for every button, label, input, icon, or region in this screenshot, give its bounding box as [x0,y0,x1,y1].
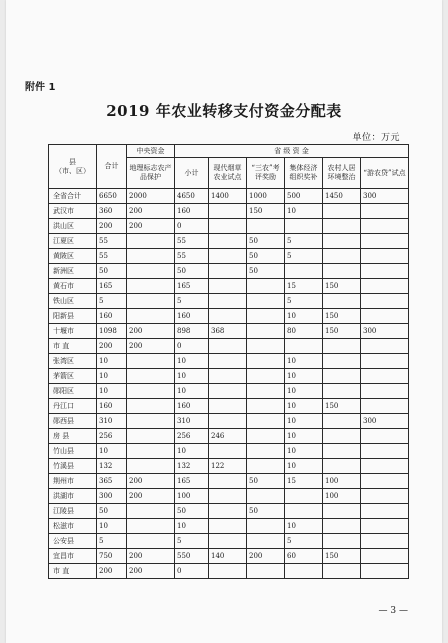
table-cell: 300 [361,189,409,204]
table-cell [209,519,247,534]
row-region-name: 新洲区 [49,264,97,279]
table-cell [209,294,247,309]
table-body [49,189,409,579]
row-region-name: 房 县 [49,429,97,444]
table-cell: 5 [285,249,323,264]
table-cell: 5 [97,294,127,309]
table-cell [127,294,175,309]
table-cell: 50 [247,264,285,279]
table-cell [127,459,175,474]
table-cell: 5 [285,534,323,549]
table-cell: 10 [97,369,127,384]
table-cell: 132 [97,459,127,474]
table-cell [361,459,409,474]
table-cell [127,369,175,384]
table-row [49,564,409,579]
table-cell: 200 [127,489,175,504]
table-cell: 55 [175,249,209,264]
table-cell [247,429,285,444]
table-cell: 150 [323,399,361,414]
table-cell: 160 [175,399,209,414]
table-row [49,339,409,354]
row-region-name: 武汉市 [49,204,97,219]
table-cell: 200 [127,549,175,564]
table-cell [323,504,361,519]
table-row [49,444,409,459]
table-row [49,384,409,399]
table-cell [127,444,175,459]
table-cell: 6650 [97,189,127,204]
table-cell [127,504,175,519]
table-cell: 200 [247,549,285,564]
header-three-rural: “三农”考评奖励 [247,158,285,189]
page-number: — 3 — [378,606,408,616]
table-cell [209,309,247,324]
table-cell [127,534,175,549]
table-cell: 100 [323,474,361,489]
table-cell: 5 [175,534,209,549]
table-cell [361,444,409,459]
row-region-name: 竹溪县 [49,459,97,474]
table-cell [323,234,361,249]
table-cell: 10 [97,444,127,459]
table-cell: 10 [285,519,323,534]
row-region-name: 市 直 [49,564,97,579]
table-cell [361,384,409,399]
table-cell: 10 [175,354,209,369]
table-cell [247,519,285,534]
table-cell: 550 [175,549,209,564]
table-cell [361,429,409,444]
table-cell [209,399,247,414]
table-cell [209,219,247,234]
table-cell: 160 [175,204,209,219]
table-cell: 60 [285,549,323,564]
table-cell: 200 [127,474,175,489]
table-cell [247,459,285,474]
table-cell [361,219,409,234]
table-cell [323,519,361,534]
table-cell [361,519,409,534]
table-cell [323,414,361,429]
table-cell [285,504,323,519]
table-row [49,519,409,534]
row-region-name: 洪湖市 [49,489,97,504]
table-cell [361,354,409,369]
table-cell [323,429,361,444]
header-loan-pilot: “游农贷”试点 [361,158,409,189]
row-region-name: 市 直 [49,339,97,354]
table-cell: 1450 [323,189,361,204]
table-cell: 256 [175,429,209,444]
table-cell [323,534,361,549]
table-cell [127,414,175,429]
table-cell: 310 [175,414,209,429]
table-cell: 132 [175,459,209,474]
table-cell: 200 [127,564,175,579]
table-cell [209,474,247,489]
table-cell: 160 [97,309,127,324]
table-cell [285,489,323,504]
table-cell: 1000 [247,189,285,204]
table-cell: 5 [97,534,127,549]
table-cell [323,564,361,579]
table-cell [323,294,361,309]
table-cell [247,489,285,504]
table-cell [209,264,247,279]
table-row [49,324,409,339]
row-region-name: 洪山区 [49,219,97,234]
table-cell: 10 [285,369,323,384]
table-cell [361,369,409,384]
table-cell [247,294,285,309]
row-region-name: 茅箭区 [49,369,97,384]
table-cell: 50 [175,504,209,519]
header-rural-environment: 农村人居环境整治 [323,158,361,189]
table-cell: 1098 [97,324,127,339]
table-cell: 150 [323,549,361,564]
table-cell [323,249,361,264]
table-cell [361,264,409,279]
row-region-name: 十堰市 [49,324,97,339]
table-cell [247,444,285,459]
table-row [49,459,409,474]
table-cell: 10 [285,414,323,429]
table-cell [209,504,247,519]
attachment-label: 附件 1 [25,82,56,93]
table-cell [127,279,175,294]
table-cell [127,309,175,324]
table-cell: 165 [175,474,209,489]
table-cell [209,354,247,369]
table-cell: 368 [209,324,247,339]
table-cell: 200 [97,219,127,234]
table-cell: 5 [285,294,323,309]
table-cell [361,399,409,414]
table-cell [247,399,285,414]
header-collective-economy: 集体经济组织奖补 [285,158,323,189]
table-cell [361,234,409,249]
table-cell [247,384,285,399]
table-cell: 200 [127,339,175,354]
table-cell: 10 [175,519,209,534]
table-cell: 10 [285,429,323,444]
table-cell: 50 [97,504,127,519]
table-cell: 246 [209,429,247,444]
table-cell: 55 [175,234,209,249]
table-cell: 365 [97,474,127,489]
table-cell: 10 [285,399,323,414]
table-cell: 10 [285,444,323,459]
table-cell [361,564,409,579]
table-cell: 80 [285,324,323,339]
table-cell: 10 [285,384,323,399]
table-cell: 100 [175,489,209,504]
table-cell [209,279,247,294]
table-row [49,309,409,324]
table-cell [209,369,247,384]
table-cell [247,369,285,384]
table-cell [361,309,409,324]
table-cell [209,534,247,549]
table-cell [247,339,285,354]
table-cell: 165 [97,279,127,294]
table-cell: 200 [127,204,175,219]
table-cell [209,339,247,354]
table-cell: 150 [323,279,361,294]
table-row [49,294,409,309]
table-row [49,474,409,489]
row-region-name: 江陵县 [49,504,97,519]
table-cell: 50 [247,504,285,519]
table-cell [323,339,361,354]
header-tobacco: 现代烟草农业试点 [209,158,247,189]
table-cell [247,309,285,324]
table-row [49,219,409,234]
table-cell [285,339,323,354]
table-cell [323,264,361,279]
table-cell: 10 [285,309,323,324]
table-cell [247,219,285,234]
table-cell: 160 [175,309,209,324]
table-cell [209,384,247,399]
table-cell: 256 [97,429,127,444]
table-cell: 150 [323,324,361,339]
table-row [49,429,409,444]
table-row [49,204,409,219]
header-geo-indication: 地理标志农产品保护 [127,158,175,189]
table-cell: 200 [127,219,175,234]
table-cell: 150 [323,309,361,324]
table-cell [209,414,247,429]
table-cell [323,384,361,399]
table-cell [247,324,285,339]
table-cell: 2000 [127,189,175,204]
row-region-name: 江夏区 [49,234,97,249]
table-row [49,354,409,369]
table-cell [361,474,409,489]
row-region-name: 松滋市 [49,519,97,534]
table-cell [247,564,285,579]
table-cell: 15 [285,474,323,489]
table-cell: 300 [97,489,127,504]
table-cell [285,219,323,234]
table-cell [127,249,175,264]
table-cell [323,444,361,459]
table-cell: 50 [247,249,285,264]
table-cell: 50 [247,234,285,249]
table-cell [209,489,247,504]
table-cell [247,414,285,429]
table-cell: 122 [209,459,247,474]
table-cell: 150 [247,204,285,219]
table-row [49,264,409,279]
row-region-name: 郧阳区 [49,384,97,399]
table-cell: 0 [175,219,209,234]
table-cell [361,489,409,504]
row-region-name: 黄石市 [49,279,97,294]
table-cell: 10 [285,354,323,369]
table-cell [209,564,247,579]
table-cell: 55 [97,234,127,249]
row-region-name: 黄陂区 [49,249,97,264]
table-cell [127,399,175,414]
table-cell [209,204,247,219]
table-cell: 100 [323,489,361,504]
table-row [49,399,409,414]
row-region-name: 宜昌市 [49,549,97,564]
table-cell [247,534,285,549]
table-cell: 50 [247,474,285,489]
table-cell: 10 [97,384,127,399]
header-total: 合计 [97,145,127,189]
table-cell [361,204,409,219]
table-row [49,534,409,549]
table-row [49,549,409,564]
table-cell: 310 [97,414,127,429]
table-cell: 10 [175,369,209,384]
table-cell: 4650 [175,189,209,204]
header-subtotal: 小计 [175,158,209,189]
unit-label: 单位：万元 [352,133,400,143]
allocation-table [48,144,409,579]
table-row [49,489,409,504]
table-cell: 0 [175,564,209,579]
row-region-name: 公安县 [49,534,97,549]
table-cell [361,339,409,354]
table-cell [323,459,361,474]
table-cell: 10 [285,459,323,474]
table-cell: 160 [97,399,127,414]
table-cell [127,264,175,279]
table-cell: 360 [97,204,127,219]
table-cell: 300 [361,414,409,429]
table-cell [247,279,285,294]
table-cell: 55 [97,249,127,264]
table-cell: 140 [209,549,247,564]
row-region-name: 丹江口 [49,399,97,414]
table-row [49,369,409,384]
table-cell [285,264,323,279]
row-region-name: 阳新县 [49,309,97,324]
table-cell [209,249,247,264]
table-cell [361,294,409,309]
table-cell: 898 [175,324,209,339]
table-cell [285,564,323,579]
table-cell [323,354,361,369]
table-cell: 10 [175,384,209,399]
table-cell: 200 [97,564,127,579]
table-row [49,414,409,429]
table-cell: 10 [285,204,323,219]
table-row [49,189,409,204]
table-cell: 165 [175,279,209,294]
table-cell [247,354,285,369]
header-county: 县 （市、区） [49,145,97,189]
table-row [49,504,409,519]
table-cell: 0 [175,339,209,354]
table-cell: 5 [175,294,209,309]
header-central-funds: 中央资金 [127,145,175,158]
table-cell: 1400 [209,189,247,204]
table-cell [361,504,409,519]
row-region-name: 铁山区 [49,294,97,309]
table-cell [127,519,175,534]
table-cell: 300 [361,324,409,339]
table-cell [127,234,175,249]
table-row [49,279,409,294]
table-cell: 5 [285,234,323,249]
table-cell: 500 [285,189,323,204]
row-region-name: 荆州市 [49,474,97,489]
table-cell [323,369,361,384]
row-region-name: 张湾区 [49,354,97,369]
table-cell [127,384,175,399]
table-cell: 10 [97,354,127,369]
table-cell [361,549,409,564]
table-cell [209,234,247,249]
row-region-name: 全省合计 [49,189,97,204]
page-title: 2019 年农业转移支付资金分配表 [106,102,342,120]
table-cell: 10 [175,444,209,459]
table-cell: 50 [175,264,209,279]
table-cell [361,249,409,264]
table-cell [127,354,175,369]
table-cell [127,429,175,444]
table-cell [361,279,409,294]
row-region-name: 郧西县 [49,414,97,429]
table-cell: 750 [97,549,127,564]
table-row [49,234,409,249]
table-cell [361,534,409,549]
table-cell: 10 [97,519,127,534]
table-cell [323,219,361,234]
table-cell: 200 [127,324,175,339]
table-cell [209,444,247,459]
table-cell: 200 [97,339,127,354]
table-cell: 15 [285,279,323,294]
table-cell: 50 [97,264,127,279]
table-cell [323,204,361,219]
header-provincial-funds: 省 级 资 金 [175,145,409,158]
table-row [49,249,409,264]
row-region-name: 竹山县 [49,444,97,459]
